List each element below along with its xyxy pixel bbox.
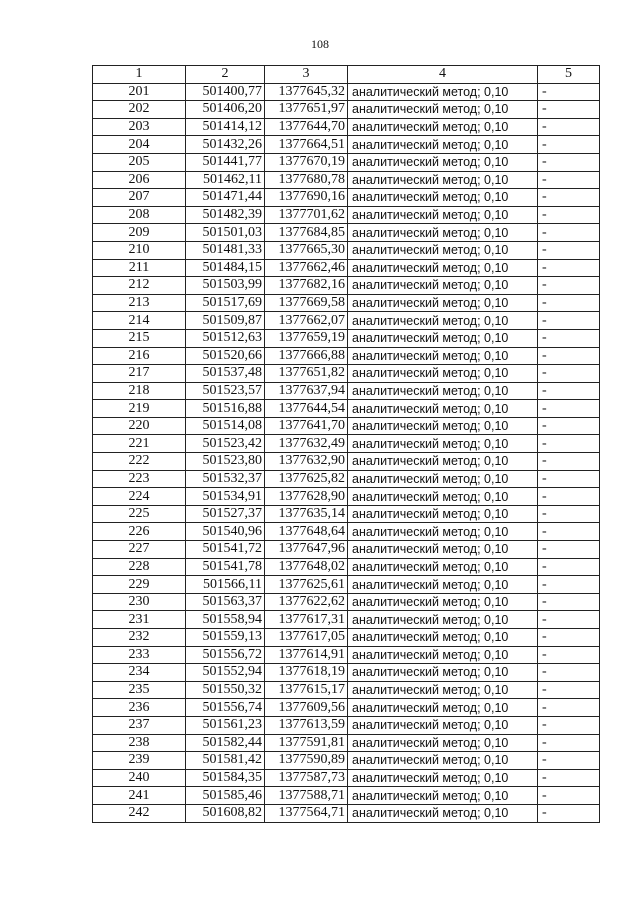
x-coordinate-cell: 501581,42: [186, 752, 265, 770]
point-number-cell: 202: [93, 101, 186, 119]
y-coordinate-cell: 1377690,16: [265, 189, 348, 207]
method-accuracy-cell: аналитический метод; 0,10: [348, 523, 538, 541]
x-coordinate-cell: 501523,42: [186, 435, 265, 453]
y-coordinate-cell: 1377701,62: [265, 206, 348, 224]
x-coordinate-cell: 501517,69: [186, 294, 265, 312]
point-number-cell: 224: [93, 488, 186, 506]
table-row: [93, 488, 600, 506]
x-coordinate-cell: 501512,63: [186, 329, 265, 347]
y-coordinate-cell: 1377647,96: [265, 541, 348, 559]
table-row: [93, 277, 600, 295]
note-cell: -: [538, 716, 600, 734]
x-coordinate-cell: 501481,33: [186, 241, 265, 259]
note-cell: -: [538, 505, 600, 523]
y-coordinate-cell: 1377666,88: [265, 347, 348, 365]
note-cell: -: [538, 224, 600, 242]
y-coordinate-cell: 1377632,90: [265, 453, 348, 471]
x-coordinate-cell: 501432,26: [186, 136, 265, 154]
note-cell: -: [538, 541, 600, 559]
method-accuracy-cell: аналитический метод; 0,10: [348, 329, 538, 347]
table-row: [93, 224, 600, 242]
y-coordinate-cell: 1377644,70: [265, 118, 348, 136]
table-row: [93, 136, 600, 154]
column-header: 2: [186, 66, 265, 84]
point-number-cell: 206: [93, 171, 186, 189]
table-row: [93, 453, 600, 471]
y-coordinate-cell: 1377680,78: [265, 171, 348, 189]
method-accuracy-cell: аналитический метод; 0,10: [348, 400, 538, 418]
y-coordinate-cell: 1377665,30: [265, 241, 348, 259]
note-cell: -: [538, 365, 600, 383]
note-cell: -: [538, 312, 600, 330]
note-cell: -: [538, 294, 600, 312]
x-coordinate-cell: 501541,72: [186, 541, 265, 559]
point-number-cell: 229: [93, 576, 186, 594]
note-cell: -: [538, 153, 600, 171]
note-cell: -: [538, 787, 600, 805]
table-row: [93, 365, 600, 383]
table-row: [93, 417, 600, 435]
method-accuracy-cell: аналитический метод; 0,10: [348, 435, 538, 453]
method-accuracy-cell: аналитический метод; 0,10: [348, 593, 538, 611]
table-row: [93, 523, 600, 541]
y-coordinate-cell: 1377635,14: [265, 505, 348, 523]
table-row: [93, 259, 600, 277]
note-cell: -: [538, 101, 600, 119]
point-number-cell: 214: [93, 312, 186, 330]
note-cell: -: [538, 259, 600, 277]
x-coordinate-cell: 501563,37: [186, 593, 265, 611]
y-coordinate-cell: 1377662,46: [265, 259, 348, 277]
x-coordinate-cell: 501558,94: [186, 611, 265, 629]
table-row: [93, 576, 600, 594]
x-coordinate-cell: 501503,99: [186, 277, 265, 295]
table-row: [93, 171, 600, 189]
table-row: [93, 118, 600, 136]
note-cell: -: [538, 206, 600, 224]
table-row: [93, 629, 600, 647]
table-row: [93, 611, 600, 629]
note-cell: -: [538, 347, 600, 365]
method-accuracy-cell: аналитический метод; 0,10: [348, 294, 538, 312]
point-number-cell: 241: [93, 787, 186, 805]
method-accuracy-cell: аналитический метод; 0,10: [348, 101, 538, 119]
x-coordinate-cell: 501516,88: [186, 400, 265, 418]
table-row: [93, 329, 600, 347]
x-coordinate-cell: 501561,23: [186, 716, 265, 734]
y-coordinate-cell: 1377628,90: [265, 488, 348, 506]
point-number-cell: 209: [93, 224, 186, 242]
table-header-row: [93, 66, 600, 84]
method-accuracy-cell: аналитический метод; 0,10: [348, 470, 538, 488]
point-number-cell: 239: [93, 752, 186, 770]
table-row: [93, 593, 600, 611]
y-coordinate-cell: 1377615,17: [265, 681, 348, 699]
method-accuracy-cell: аналитический метод; 0,10: [348, 224, 538, 242]
note-cell: -: [538, 400, 600, 418]
point-number-cell: 212: [93, 277, 186, 295]
x-coordinate-cell: 501501,03: [186, 224, 265, 242]
table-row: [93, 558, 600, 576]
y-coordinate-cell: 1377632,49: [265, 435, 348, 453]
x-coordinate-cell: 501585,46: [186, 787, 265, 805]
x-coordinate-cell: 501523,57: [186, 382, 265, 400]
y-coordinate-cell: 1377664,51: [265, 136, 348, 154]
note-cell: -: [538, 382, 600, 400]
y-coordinate-cell: 1377617,31: [265, 611, 348, 629]
note-cell: -: [538, 699, 600, 717]
x-coordinate-cell: 501608,82: [186, 804, 265, 822]
table-row: [93, 435, 600, 453]
page-number: 108: [311, 37, 329, 51]
table-row: [93, 382, 600, 400]
point-number-cell: 217: [93, 365, 186, 383]
point-number-cell: 219: [93, 400, 186, 418]
point-number-cell: 234: [93, 664, 186, 682]
x-coordinate-cell: 501406,20: [186, 101, 265, 119]
method-accuracy-cell: аналитический метод; 0,10: [348, 488, 538, 506]
y-coordinate-cell: 1377614,91: [265, 646, 348, 664]
table-row: [93, 734, 600, 752]
table-row: [93, 752, 600, 770]
y-coordinate-cell: 1377648,02: [265, 558, 348, 576]
note-cell: -: [538, 593, 600, 611]
note-cell: -: [538, 576, 600, 594]
y-coordinate-cell: 1377644,54: [265, 400, 348, 418]
method-accuracy-cell: аналитический метод; 0,10: [348, 734, 538, 752]
table-row: [93, 294, 600, 312]
x-coordinate-cell: 501471,44: [186, 189, 265, 207]
method-accuracy-cell: аналитический метод; 0,10: [348, 629, 538, 647]
y-coordinate-cell: 1377588,71: [265, 787, 348, 805]
table-row: [93, 101, 600, 119]
y-coordinate-cell: 1377648,64: [265, 523, 348, 541]
point-number-cell: 238: [93, 734, 186, 752]
x-coordinate-cell: 501520,66: [186, 347, 265, 365]
point-number-cell: 220: [93, 417, 186, 435]
y-coordinate-cell: 1377625,61: [265, 576, 348, 594]
note-cell: -: [538, 83, 600, 101]
method-accuracy-cell: аналитический метод; 0,10: [348, 664, 538, 682]
point-number-cell: 236: [93, 699, 186, 717]
method-accuracy-cell: аналитический метод; 0,10: [348, 804, 538, 822]
note-cell: -: [538, 804, 600, 822]
x-coordinate-cell: 501441,77: [186, 153, 265, 171]
y-coordinate-cell: 1377618,19: [265, 664, 348, 682]
point-number-cell: 232: [93, 629, 186, 647]
point-number-cell: 223: [93, 470, 186, 488]
method-accuracy-cell: аналитический метод; 0,10: [348, 558, 538, 576]
method-accuracy-cell: аналитический метод; 0,10: [348, 277, 538, 295]
table-row: [93, 769, 600, 787]
column-header: 1: [93, 66, 186, 84]
x-coordinate-cell: 501514,08: [186, 417, 265, 435]
table-row: [93, 681, 600, 699]
method-accuracy-cell: аналитический метод; 0,10: [348, 453, 538, 471]
note-cell: -: [538, 769, 600, 787]
point-number-cell: 213: [93, 294, 186, 312]
method-accuracy-cell: аналитический метод; 0,10: [348, 787, 538, 805]
point-number-cell: 242: [93, 804, 186, 822]
method-accuracy-cell: аналитический метод; 0,10: [348, 752, 538, 770]
point-number-cell: 210: [93, 241, 186, 259]
y-coordinate-cell: 1377641,70: [265, 417, 348, 435]
y-coordinate-cell: 1377613,59: [265, 716, 348, 734]
note-cell: -: [538, 277, 600, 295]
note-cell: -: [538, 664, 600, 682]
note-cell: -: [538, 523, 600, 541]
table-row: [93, 347, 600, 365]
method-accuracy-cell: аналитический метод; 0,10: [348, 171, 538, 189]
coordinates-table: [92, 65, 600, 823]
x-coordinate-cell: 501559,13: [186, 629, 265, 647]
method-accuracy-cell: аналитический метод; 0,10: [348, 505, 538, 523]
point-number-cell: 211: [93, 259, 186, 277]
y-coordinate-cell: 1377564,71: [265, 804, 348, 822]
x-coordinate-cell: 501550,32: [186, 681, 265, 699]
y-coordinate-cell: 1377622,62: [265, 593, 348, 611]
point-number-cell: 230: [93, 593, 186, 611]
method-accuracy-cell: аналитический метод; 0,10: [348, 611, 538, 629]
table-row: [93, 664, 600, 682]
column-header: 4: [348, 66, 538, 84]
point-number-cell: 215: [93, 329, 186, 347]
note-cell: -: [538, 435, 600, 453]
y-coordinate-cell: 1377625,82: [265, 470, 348, 488]
x-coordinate-cell: 501527,37: [186, 505, 265, 523]
y-coordinate-cell: 1377662,07: [265, 312, 348, 330]
point-number-cell: 237: [93, 716, 186, 734]
note-cell: -: [538, 470, 600, 488]
note-cell: -: [538, 171, 600, 189]
method-accuracy-cell: аналитический метод; 0,10: [348, 136, 538, 154]
method-accuracy-cell: аналитический метод; 0,10: [348, 769, 538, 787]
table-row: [93, 470, 600, 488]
method-accuracy-cell: аналитический метод; 0,10: [348, 699, 538, 717]
table-body: [93, 83, 600, 822]
method-accuracy-cell: аналитический метод; 0,10: [348, 417, 538, 435]
point-number-cell: 227: [93, 541, 186, 559]
x-coordinate-cell: 501523,80: [186, 453, 265, 471]
y-coordinate-cell: 1377590,89: [265, 752, 348, 770]
note-cell: -: [538, 453, 600, 471]
x-coordinate-cell: 501462,11: [186, 171, 265, 189]
x-coordinate-cell: 501414,12: [186, 118, 265, 136]
note-cell: -: [538, 488, 600, 506]
point-number-cell: 233: [93, 646, 186, 664]
method-accuracy-cell: аналитический метод; 0,10: [348, 83, 538, 101]
point-number-cell: 204: [93, 136, 186, 154]
table-row: [93, 83, 600, 101]
note-cell: -: [538, 136, 600, 154]
y-coordinate-cell: 1377637,94: [265, 382, 348, 400]
x-coordinate-cell: 501537,48: [186, 365, 265, 383]
table-row: [93, 189, 600, 207]
note-cell: -: [538, 241, 600, 259]
note-cell: -: [538, 558, 600, 576]
point-number-cell: 205: [93, 153, 186, 171]
x-coordinate-cell: 501540,96: [186, 523, 265, 541]
table-row: [93, 241, 600, 259]
table-row: [93, 153, 600, 171]
method-accuracy-cell: аналитический метод; 0,10: [348, 347, 538, 365]
point-number-cell: 235: [93, 681, 186, 699]
x-coordinate-cell: 501509,87: [186, 312, 265, 330]
note-cell: -: [538, 752, 600, 770]
point-number-cell: 218: [93, 382, 186, 400]
method-accuracy-cell: аналитический метод; 0,10: [348, 576, 538, 594]
x-coordinate-cell: 501484,15: [186, 259, 265, 277]
note-cell: -: [538, 189, 600, 207]
method-accuracy-cell: аналитический метод; 0,10: [348, 259, 538, 277]
method-accuracy-cell: аналитический метод; 0,10: [348, 365, 538, 383]
method-accuracy-cell: аналитический метод; 0,10: [348, 206, 538, 224]
point-number-cell: 231: [93, 611, 186, 629]
x-coordinate-cell: 501556,74: [186, 699, 265, 717]
table-row: [93, 541, 600, 559]
point-number-cell: 208: [93, 206, 186, 224]
x-coordinate-cell: 501552,94: [186, 664, 265, 682]
y-coordinate-cell: 1377591,81: [265, 734, 348, 752]
point-number-cell: 228: [93, 558, 186, 576]
x-coordinate-cell: 501556,72: [186, 646, 265, 664]
method-accuracy-cell: аналитический метод; 0,10: [348, 153, 538, 171]
point-number-cell: 225: [93, 505, 186, 523]
table-row: [93, 699, 600, 717]
point-number-cell: 201: [93, 83, 186, 101]
y-coordinate-cell: 1377684,85: [265, 224, 348, 242]
table-row: [93, 505, 600, 523]
table-row: [93, 804, 600, 822]
point-number-cell: 221: [93, 435, 186, 453]
point-number-cell: 226: [93, 523, 186, 541]
note-cell: -: [538, 681, 600, 699]
column-header: 3: [265, 66, 348, 84]
method-accuracy-cell: аналитический метод; 0,10: [348, 716, 538, 734]
y-coordinate-cell: 1377587,73: [265, 769, 348, 787]
point-number-cell: 216: [93, 347, 186, 365]
table-row: [93, 787, 600, 805]
y-coordinate-cell: 1377609,56: [265, 699, 348, 717]
table-row: [93, 312, 600, 330]
note-cell: -: [538, 734, 600, 752]
method-accuracy-cell: аналитический метод; 0,10: [348, 541, 538, 559]
y-coordinate-cell: 1377682,16: [265, 277, 348, 295]
table-row: [93, 646, 600, 664]
note-cell: -: [538, 329, 600, 347]
table-row: [93, 206, 600, 224]
method-accuracy-cell: аналитический метод; 0,10: [348, 646, 538, 664]
method-accuracy-cell: аналитический метод; 0,10: [348, 118, 538, 136]
column-header: 5: [538, 66, 600, 84]
point-number-cell: 203: [93, 118, 186, 136]
method-accuracy-cell: аналитический метод; 0,10: [348, 382, 538, 400]
x-coordinate-cell: 501584,35: [186, 769, 265, 787]
table-row: [93, 400, 600, 418]
x-coordinate-cell: 501532,37: [186, 470, 265, 488]
table-row: [93, 716, 600, 734]
note-cell: -: [538, 646, 600, 664]
x-coordinate-cell: 501566,11: [186, 576, 265, 594]
x-coordinate-cell: 501534,91: [186, 488, 265, 506]
note-cell: -: [538, 417, 600, 435]
point-number-cell: 207: [93, 189, 186, 207]
method-accuracy-cell: аналитический метод; 0,10: [348, 241, 538, 259]
y-coordinate-cell: 1377617,05: [265, 629, 348, 647]
note-cell: -: [538, 629, 600, 647]
method-accuracy-cell: аналитический метод; 0,10: [348, 681, 538, 699]
y-coordinate-cell: 1377651,82: [265, 365, 348, 383]
x-coordinate-cell: 501482,39: [186, 206, 265, 224]
y-coordinate-cell: 1377651,97: [265, 101, 348, 119]
point-number-cell: 240: [93, 769, 186, 787]
note-cell: -: [538, 118, 600, 136]
point-number-cell: 222: [93, 453, 186, 471]
x-coordinate-cell: 501582,44: [186, 734, 265, 752]
x-coordinate-cell: 501541,78: [186, 558, 265, 576]
note-cell: -: [538, 611, 600, 629]
y-coordinate-cell: 1377669,58: [265, 294, 348, 312]
y-coordinate-cell: 1377645,32: [265, 83, 348, 101]
y-coordinate-cell: 1377670,19: [265, 153, 348, 171]
y-coordinate-cell: 1377659,19: [265, 329, 348, 347]
x-coordinate-cell: 501400,77: [186, 83, 265, 101]
method-accuracy-cell: аналитический метод; 0,10: [348, 189, 538, 207]
method-accuracy-cell: аналитический метод; 0,10: [348, 312, 538, 330]
